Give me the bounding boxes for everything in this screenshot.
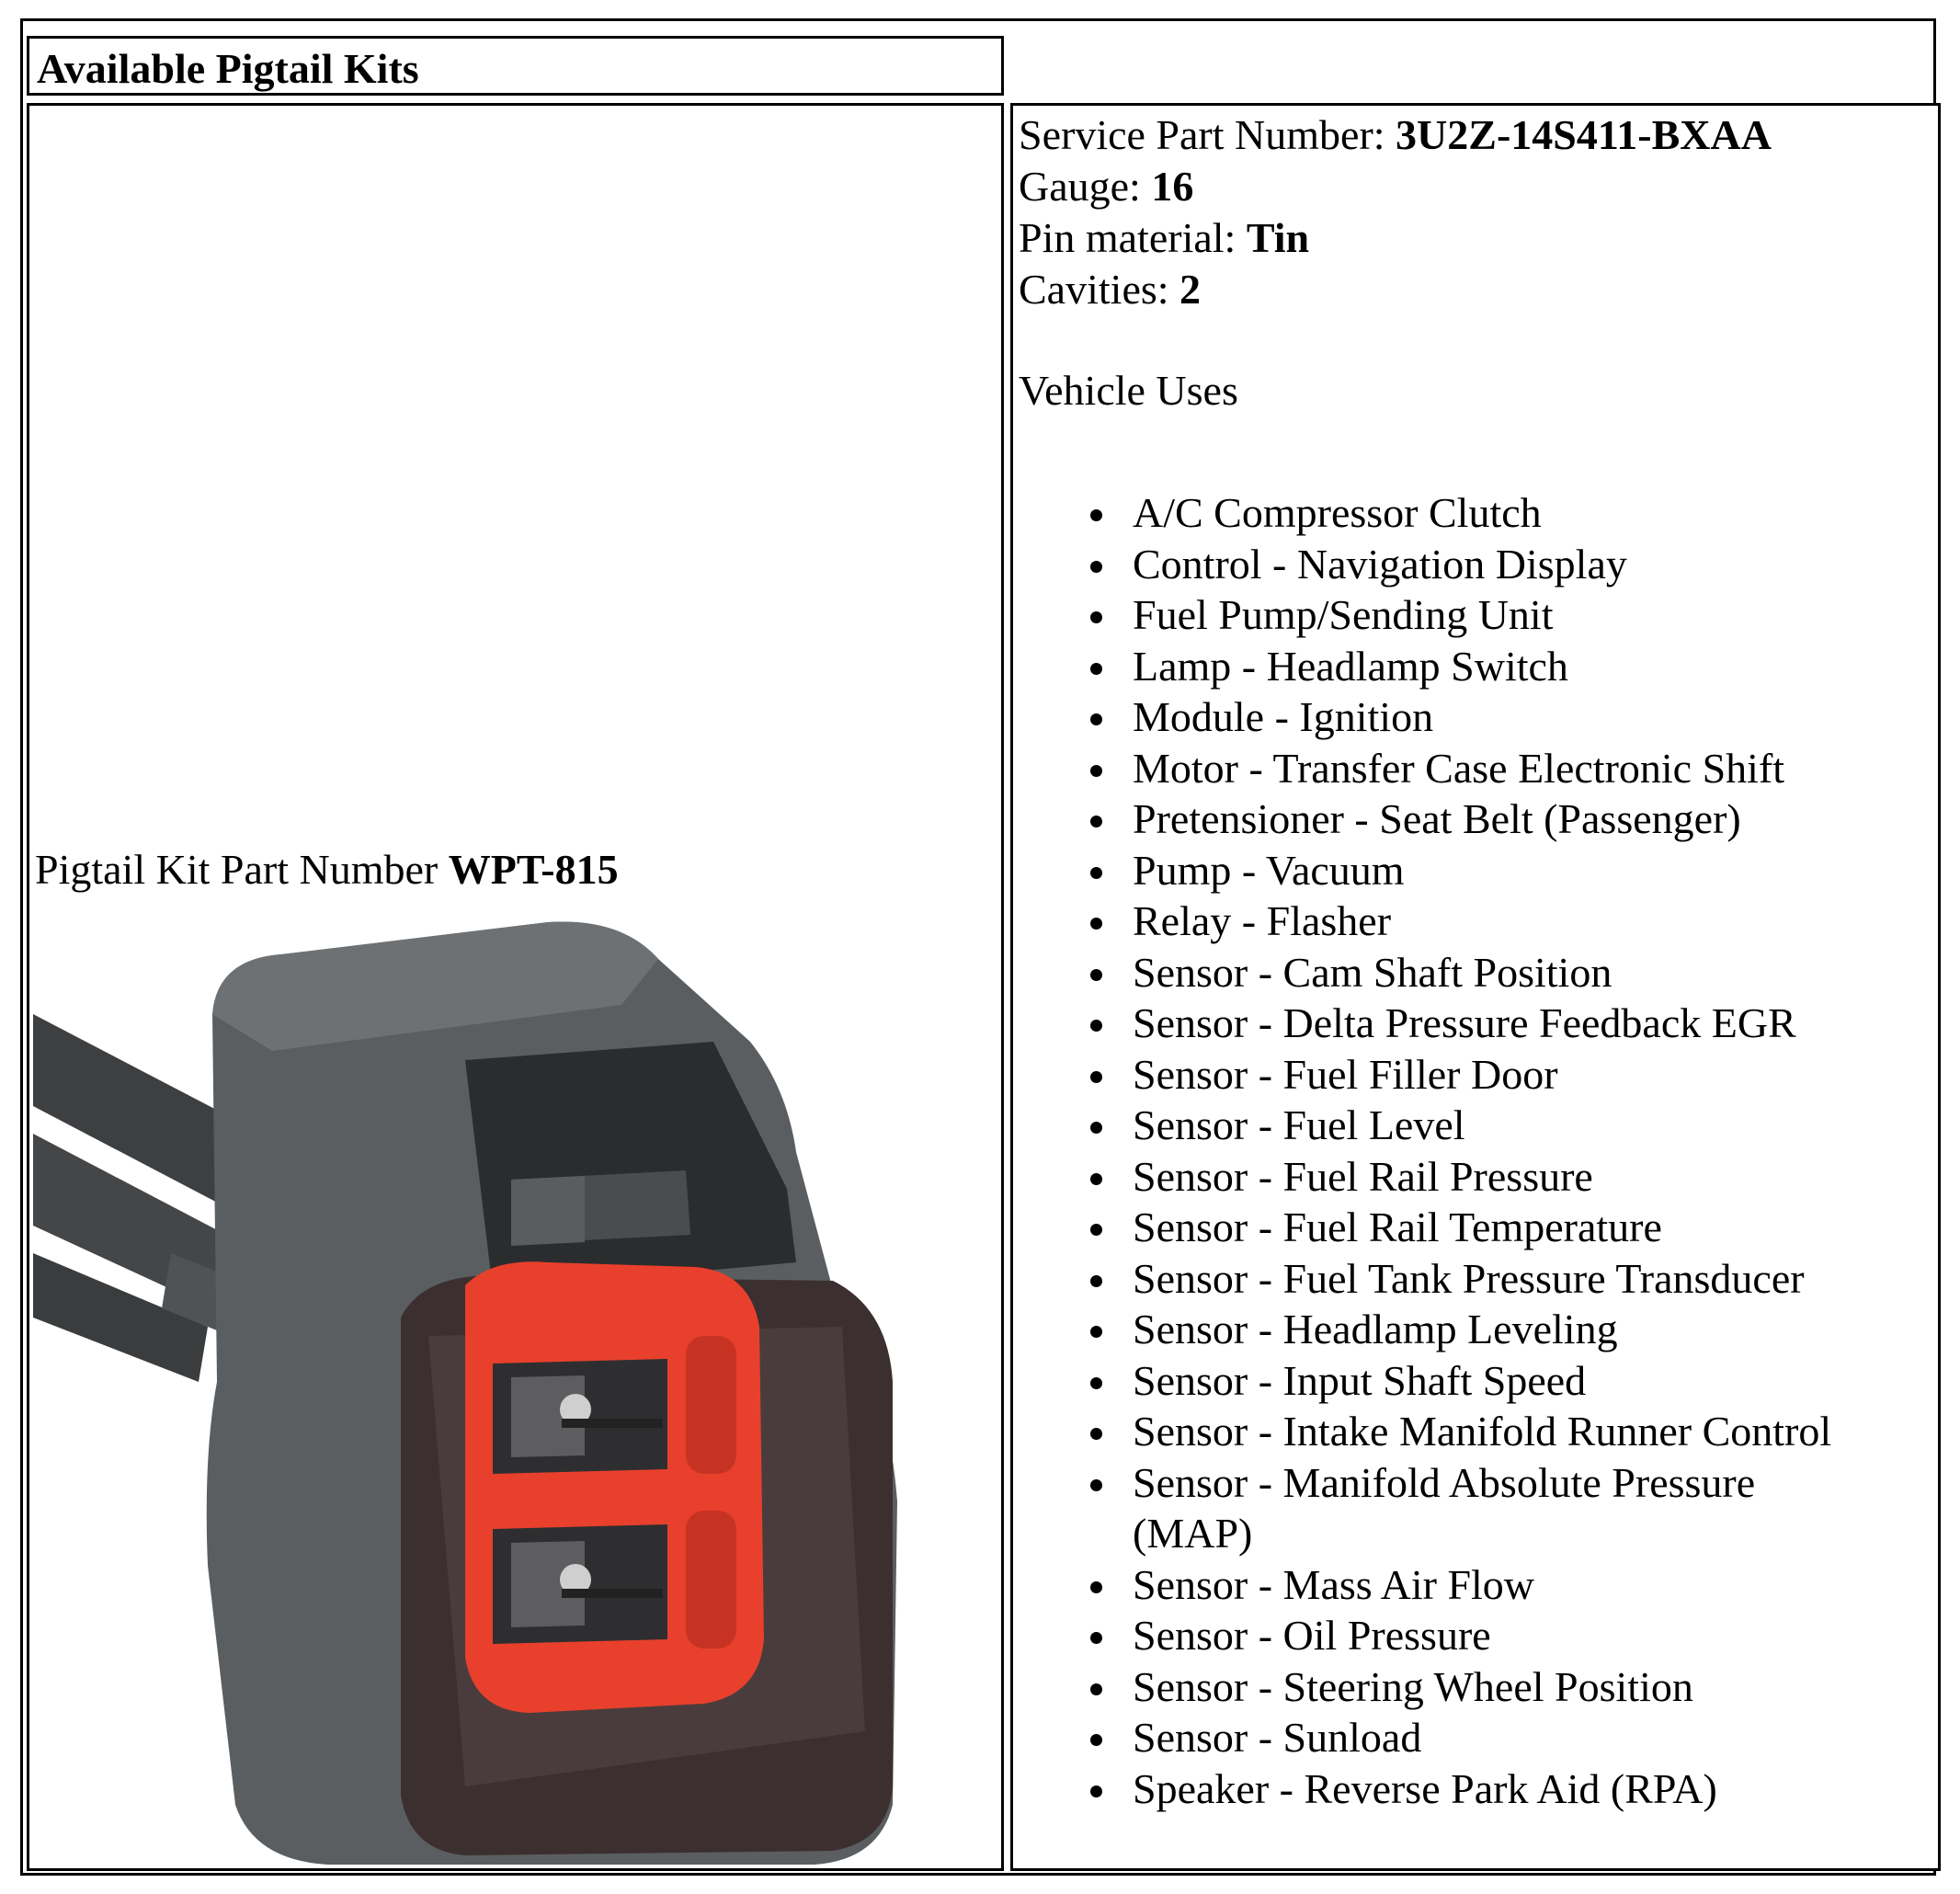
vehicle-uses-list bbox=[1013, 487, 1932, 1814]
kit-cell bbox=[27, 103, 1004, 1871]
cavities-label: Cavities: bbox=[1019, 266, 1180, 313]
list-item: Speaker - Reverse Park Aid (RPA) bbox=[1013, 1763, 1932, 1815]
list-item: Lamp - Headlamp Switch bbox=[1013, 641, 1932, 692]
kit-part-label: Pigtail Kit Part Number bbox=[35, 846, 449, 893]
list-item: Sensor - Fuel Rail Pressure bbox=[1013, 1151, 1932, 1203]
list-item: Sensor - Fuel Rail Temperature bbox=[1013, 1202, 1932, 1253]
cavities-line bbox=[1019, 264, 1201, 315]
connector-photo bbox=[33, 904, 998, 1865]
list-item: Fuel Pump/Sending Unit bbox=[1013, 589, 1932, 641]
list-item: Sensor - Fuel Level bbox=[1013, 1100, 1932, 1151]
list-item: Sensor - Sunload bbox=[1013, 1712, 1932, 1763]
list-item: Sensor - Intake Manifold Runner Control bbox=[1013, 1406, 1932, 1457]
list-item: Sensor - Mass Air Flow bbox=[1013, 1559, 1932, 1611]
list-item: Sensor - Oil Pressure bbox=[1013, 1610, 1932, 1661]
list-item: Sensor - Input Shaft Speed bbox=[1013, 1355, 1932, 1407]
pin-material-line bbox=[1019, 212, 1309, 264]
list-item: Sensor - Delta Pressure Feedback EGR bbox=[1013, 998, 1932, 1049]
vehicle-uses-title: Vehicle Uses bbox=[1019, 367, 1238, 414]
list-item: Motor - Transfer Case Electronic Shift bbox=[1013, 743, 1932, 794]
list-item: A/C Compressor Clutch bbox=[1013, 487, 1932, 539]
list-item: Pump - Vacuum bbox=[1013, 845, 1932, 896]
details-cell bbox=[1010, 103, 1941, 1871]
list-item: Sensor - Headlamp Leveling bbox=[1013, 1304, 1932, 1355]
gauge-line bbox=[1019, 161, 1193, 212]
cavities-value: 2 bbox=[1179, 266, 1202, 313]
list-item: Pretensioner - Seat Belt (Passenger) bbox=[1013, 793, 1932, 845]
pin-material-value: Tin bbox=[1246, 214, 1310, 261]
service-part-value: 3U2Z-14S411-BXAA bbox=[1396, 111, 1772, 158]
gauge-value: 16 bbox=[1151, 163, 1194, 210]
list-item: Sensor - Manifold Absolute Pressure (MAP) bbox=[1013, 1457, 1868, 1559]
service-part-line bbox=[1019, 109, 1772, 161]
list-item: Relay - Flasher bbox=[1013, 896, 1932, 947]
list-item: Sensor - Fuel Filler Door bbox=[1013, 1049, 1932, 1101]
gauge-label: Gauge: bbox=[1019, 163, 1152, 210]
list-item: Sensor - Steering Wheel Position bbox=[1013, 1661, 1932, 1713]
service-part-label: Service Part Number: bbox=[1019, 111, 1396, 158]
kit-part-line bbox=[35, 845, 619, 894]
list-item: Module - Ignition bbox=[1013, 691, 1932, 743]
kit-part-number: WPT-815 bbox=[448, 846, 619, 893]
header-cell bbox=[27, 36, 1004, 96]
pin-material-label: Pin material: bbox=[1019, 214, 1247, 261]
page-title: Available Pigtail Kits bbox=[37, 45, 419, 92]
list-item: Sensor - Cam Shaft Position bbox=[1013, 947, 1932, 998]
list-item: Sensor - Fuel Tank Pressure Transducer bbox=[1013, 1253, 1932, 1305]
list-item: Control - Navigation Display bbox=[1013, 539, 1932, 590]
